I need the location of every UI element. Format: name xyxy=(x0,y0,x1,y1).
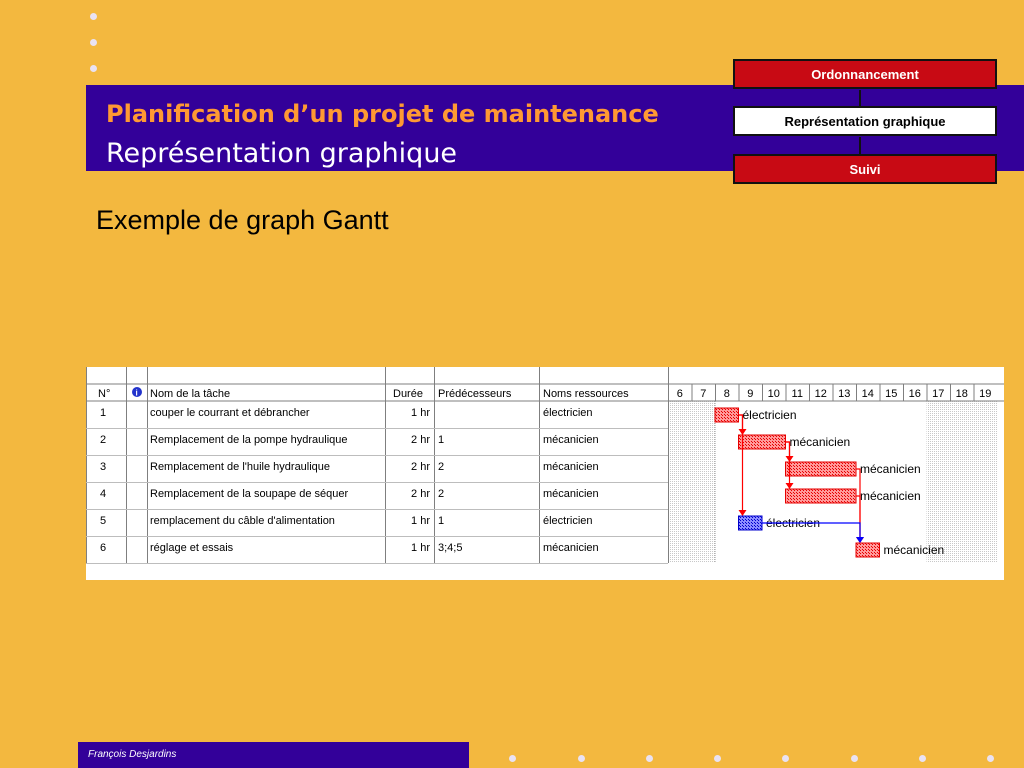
timescale-label: 18 xyxy=(955,388,968,400)
gantt-svg xyxy=(86,367,1004,580)
info-icon-glyph: i xyxy=(135,388,138,398)
gantt-bar xyxy=(739,435,786,449)
task-name: remplacement du câble d'alimentation xyxy=(150,515,335,527)
task-id: 5 xyxy=(100,515,107,527)
timescale-label: 19 xyxy=(979,388,992,400)
timescale-label: 10 xyxy=(767,388,780,400)
task-duration: 2 hr xyxy=(411,488,430,500)
task-duration: 1 hr xyxy=(411,542,430,554)
task-id: 3 xyxy=(100,461,107,473)
task-name: Remplacement de la soupape de séquer xyxy=(150,488,349,500)
task-name: réglage et essais xyxy=(150,542,234,554)
timescale-label: 16 xyxy=(908,388,921,400)
bullet-dot xyxy=(90,13,97,20)
bullet-dot xyxy=(714,755,721,762)
gantt-bar xyxy=(739,516,763,530)
task-duration: 2 hr xyxy=(411,434,430,446)
bullet-dot xyxy=(578,755,585,762)
nav-ordonnancement[interactable]: Ordonnancement xyxy=(733,59,997,89)
task-duration: 1 hr xyxy=(411,515,430,527)
nav-representation-graphique[interactable]: Représentation graphique xyxy=(733,106,997,136)
dependency-arrow xyxy=(856,537,864,543)
task-predecessors: 3;4;5 xyxy=(438,542,463,554)
gantt-bar xyxy=(715,408,739,422)
bullet-dot xyxy=(90,65,97,72)
task-resource: mécanicien xyxy=(543,434,599,446)
gantt-bar-label: mécanicien xyxy=(860,462,921,476)
task-name: couper le courrant et débrancher xyxy=(150,407,310,419)
bullet-dot xyxy=(782,755,789,762)
timescale-label: 7 xyxy=(700,388,707,400)
gantt-bar xyxy=(786,462,857,476)
timescale-label: 12 xyxy=(814,388,827,400)
task-id: 1 xyxy=(100,407,107,419)
gantt-bar-label: électricien xyxy=(766,516,821,530)
timescale-label: 6 xyxy=(676,388,683,400)
gantt-bar-label: mécanicien xyxy=(789,435,851,449)
column-header-resources: Noms ressources xyxy=(543,388,629,400)
bullet-dot xyxy=(509,755,516,762)
gantt-bar-label: électricien xyxy=(742,408,797,422)
dependency-arrow xyxy=(739,510,747,516)
column-header-name: Nom de la tâche xyxy=(150,388,231,400)
timescale-label: 15 xyxy=(885,388,898,400)
bullet-dot xyxy=(646,755,653,762)
task-id: 2 xyxy=(100,434,107,446)
column-header-id: N° xyxy=(98,388,111,400)
gantt-bar-label: mécanicien xyxy=(883,543,945,557)
footer-author: François Desjardins xyxy=(88,749,177,760)
dependency-arrow xyxy=(786,483,794,489)
column-header-duration: Durée xyxy=(393,388,423,400)
slide-title: Planification d’un projet de maintenance xyxy=(106,100,659,128)
column-header-predecessors: Prédécesseurs xyxy=(438,388,512,400)
task-name: Remplacement de la pompe hydraulique xyxy=(150,434,348,446)
task-resource: mécanicien xyxy=(543,461,599,473)
task-name: Remplacement de l'huile hydraulique xyxy=(150,461,331,473)
task-duration: 2 hr xyxy=(411,461,430,473)
timescale-label: 11 xyxy=(791,388,803,400)
gantt-shade-right xyxy=(927,401,998,563)
task-resource: mécanicien xyxy=(543,488,599,500)
task-predecessors: 2 xyxy=(438,488,445,500)
timescale-label: 14 xyxy=(861,388,874,400)
slide-subtitle: Représentation graphique xyxy=(106,138,458,169)
gantt-bar-label: mécanicien xyxy=(860,489,921,503)
nav-suivi[interactable]: Suivi xyxy=(733,154,997,184)
bullet-dot xyxy=(90,39,97,46)
timescale-label: 8 xyxy=(723,388,730,400)
footer-bar xyxy=(78,742,469,768)
gantt-shade-left xyxy=(668,401,715,563)
gantt-bar xyxy=(786,489,857,503)
task-resource: électricien xyxy=(543,515,593,527)
gantt-chart-image xyxy=(86,367,1004,580)
timescale-label: 13 xyxy=(838,388,851,400)
task-predecessors: 1 xyxy=(438,515,445,527)
timescale-label: 17 xyxy=(932,388,945,400)
gantt-bar xyxy=(856,543,880,557)
bullet-dot xyxy=(919,755,926,762)
bullet-dot xyxy=(851,755,858,762)
bullet-dot xyxy=(987,755,994,762)
task-id: 4 xyxy=(100,488,107,500)
section-heading: Exemple de graph Gantt xyxy=(96,205,389,235)
task-id: 6 xyxy=(100,542,107,554)
task-resource: électricien xyxy=(543,407,593,419)
task-predecessors: 2 xyxy=(438,461,445,473)
task-duration: 1 hr xyxy=(411,407,430,419)
task-predecessors: 1 xyxy=(438,434,445,446)
timescale-label: 9 xyxy=(747,388,754,400)
task-resource: mécanicien xyxy=(543,542,599,554)
